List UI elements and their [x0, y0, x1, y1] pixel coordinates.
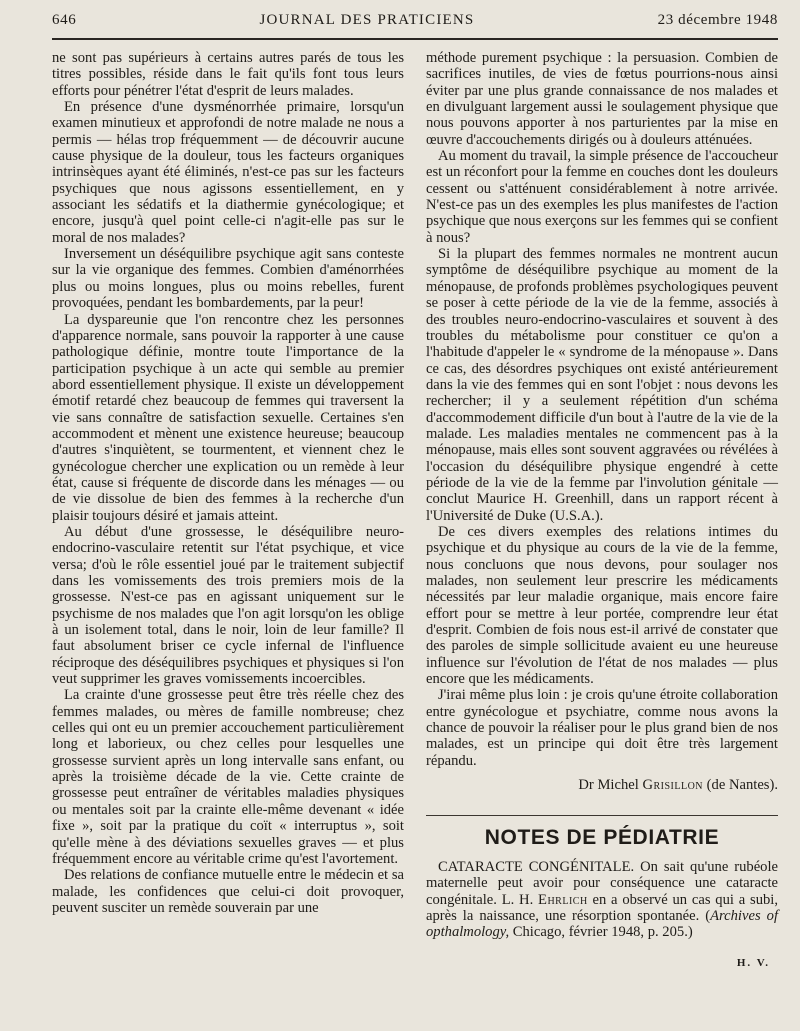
paragraph: Au début d'une grossesse, le déséquilibre neuro-endocrino-vasculaire retentit sur l'état psychique, et vice versa; d'où le rôle essentiel joué par le traitement subjectif dans les vomissements des trois premiers mois de la grossesse. N'est-ce pas en agissant uniquement sur le psychisme de nos malades que l'on agit lorsqu'on les oblige à un isolement total, dans le noir, loin de leur famille? Il faut absolument briser ce cycle infernal de l'influence réciproque des déséquilibres psychiques et physiques si l'on veut supprimer les graves vomissements incoercibles.	[52, 523, 404, 688]
page-header	[52, 12, 778, 34]
left-column	[52, 50, 404, 971]
pediatrics-note: CATARACTE CONGÉNITALE. On sait qu'une rubéole maternelle peut avoir pour conséquence une cataracte congénitale. L. H. Ehrlich en a observé un cas qui a subi, après la naissance, une résorption spontanée. (Archives of opthalmology, Chicago, février 1948, p. 205.)	[426, 858, 779, 941]
cited-author: Ehrlich	[538, 891, 588, 908]
header-rule	[52, 38, 778, 40]
paragraph: Inversement un déséquilibre psychique agit sans conteste sur la vie organique des femmes. Combien d'aménorrhées plus ou moins longues, plus ou moins rebelles, furent provoquées, pendant les bombardements, par la peur!	[52, 246, 404, 312]
issue-date: 23 décembre 1948	[657, 12, 778, 28]
journal-title: JOURNAL DES PRATICIENS	[259, 12, 475, 28]
paragraph: De ces divers exemples des relations intimes du psychique et du physique au cours de la vie de la femme, nous concluons que nous devons, pour soulager nos malades, non seulement leur prescrire les médicaments nécessités par leur maladie organique, mais encore faire effort pour se mettre à leur portée, comprendre leur état d'esprit. Combien de fois nous est-il arrivé de constater que des paroles de simple sollicitude avaient eu une heureuse influence sur l'évolution de l'état de nos malades — plus encore que les médicaments.	[426, 523, 778, 688]
paragraph: En présence d'une dysménorrhée primaire, lorsqu'un examen minutieux et approfondi de notre malade ne nous a permis — hélas trop fréquemment — de découvrir aucune cause physique de la douleur, tous les facteurs organiques intrinsèques ayant été éliminés, n'est-ce pas sur les facteurs psychiques que nous agissons essentiellement, en y associant les sédatifs et la diathermie gynécologique; et encore, jusqu'à quel point celle-ci n'agit-elle pas sur le moral de nos malades?	[52, 99, 404, 246]
paragraph: méthode purement psychique : la persuasion. Combien de sacrifices inutiles, de vies de fœtus pourrions-nous ainsi éviter par une plus grande connaissance de nos malades et en divulguant largement aussi le soulagement physique que nous pouvons apporter à nos parturientes par la mise en œuvre d'accouchements dirigés ou à douleurs atténuées.	[426, 50, 778, 148]
note-heading: CATARACTE CONGÉNITALE.	[438, 858, 635, 875]
journal-reference: Archives of opthalmology,	[426, 907, 778, 941]
author-signature: Dr Michel Grisillon (de Nantes).	[578, 777, 778, 794]
paragraph: La crainte d'une grossesse peut être très réelle chez des femmes malades, ou mères de famille nombreuse; chez celles qui ont eu un premier accouchement particulièrement long et laborieux, ou chez celles pour lesquelles une grossesse survient après un long intervalle sans enfant, ou après la troisième décade de la vie. Cette crainte de grossesse peut entraîner de véritables maladies physiques ou mentales soit par la crainte elle-même devenant « idée fixe », soit par la pratique du coït « interruptus », soit qu'elle mène à des déviations sexuelles graves — et plus fréquemment encore au véritable crime qu'est l'avortement.	[52, 687, 404, 867]
section-title: NOTES DE PÉDIATRIE	[484, 826, 720, 850]
two-column-body	[52, 50, 778, 971]
page-number: 646	[52, 12, 77, 28]
paragraph: Si la plupart des femmes normales ne montrent aucun symptôme de déséquilibre psychique au moment de la ménopause, de profonds problèmes psychologiques peuvent se poser à cette période de la vie de la femme, associés à des troubles neuro-endocrino-vasculaires et souvent à des troubles du métabolisme pour constituer ce qu'on a l'habitude d'appeler le « syndrome de la ménopause ». Dans ce cas, des désordres psychiques ont existé antérieurement dans la vie des femmes qui en sont l'objet : nous devons les rechercher; il y a seulement répétition d'un schéma d'accommodement difficile d'un bout à l'autre de la vie de la malade. Les maladies mentales ne commencent pas à la ménopause, mais elles sont souvent aggravées ou révélées à l'occasion du déséquilibre physique engendré à cette période de la vie de la femme par l'involution génitale — conclut Maurice H. Greenhill, dans un rapport récent à l'Université de Duke (U.S.A.).	[426, 246, 778, 524]
right-column	[426, 50, 778, 971]
paragraph: Des relations de confiance mutuelle entre le médecin et sa malade, les confidences que celui-ci doit provoquer, peuvent susciter un remède souverain par une	[52, 867, 404, 916]
section-divider	[426, 815, 778, 816]
paragraph: J'irai même plus loin : je crois qu'une étroite collaboration entre gynécologue et psychiatre, comme nous avons la chance de pouvoir la réaliser pour le plus grand bien de nos malades, est un principe qui doit être très largement répandu.	[426, 687, 778, 769]
author-surname: Grisillon	[642, 777, 704, 794]
paragraph: ne sont pas supérieurs à certains autres parés de tous les titres possibles, réside dans le fait qu'ils font tous leurs efforts pour pénétrer l'état d'esprit de leurs malades.	[52, 50, 404, 99]
note-initials: H. V.	[736, 956, 770, 969]
paragraph: Au moment du travail, la simple présence de l'accoucheur est un réconfort pour la femme en couches dont les douleurs cessent ou s'atténuent considérablement à notre arrivée. N'est-ce pas un des exemples les plus manifestes de l'action psychique que nous exerçons sur les femmes qui se confient à nous?	[426, 148, 778, 246]
paragraph: La dyspareunie que l'on rencontre chez les personnes d'apparence normale, sans pouvoir la rapporter à une cause pathologique définie, montre toute l'importance de la participation psychique à un acte qui semble au premier abord essentiellement physique. Il existe un développement émotif retardé chez beaucoup de femmes qui traversent la vie sans connaître de satisfaction sexuelle. Certaines s'en accommodent et mènent une existence heureuse; beaucoup d'autres s'inquiètent, se tourmentent, et viennent chez le gynécologue chercher une explication ou un remède à leur état, cause si fréquente de discorde dans les ménages — ou de vie dissolue de bien des femmes à la recherche d'un plaisir toujours désiré et jamais atteint.	[52, 311, 404, 524]
